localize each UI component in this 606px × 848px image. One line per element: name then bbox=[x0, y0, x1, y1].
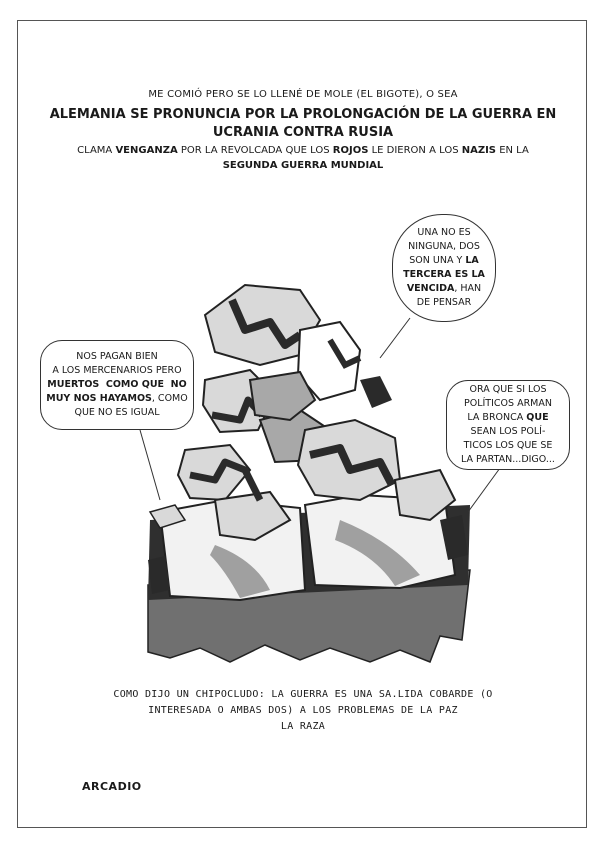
bubble-bold: MUERTOS bbox=[47, 379, 100, 390]
bubble-line: LA PARTAN...DIGO... bbox=[461, 454, 555, 465]
bubble-bold: VENCIDA bbox=[406, 283, 455, 294]
bubble-line bbox=[46, 378, 187, 392]
bubble-line: POLÍTICOS ARMAN bbox=[464, 398, 552, 409]
bubble-bold: LA bbox=[465, 255, 479, 266]
bubble-line bbox=[46, 392, 187, 406]
subheadline-bold: SEGUNDA GUERRA MUNDIAL bbox=[222, 160, 384, 171]
caption-line: COMO DIJO UN CHIPOCLUDO: LA GUERRA ES UNA SA.LIDA COBARDE (O bbox=[113, 689, 493, 700]
subheadline-text: CLAMA bbox=[77, 145, 116, 156]
caption-line: LA RAZA bbox=[280, 721, 326, 732]
caption-line: INTERESADA O AMBAS DOS) A LOS PROBLEMAS DE LA PAZ bbox=[148, 705, 458, 716]
subheadline-bold: NAZIS bbox=[461, 145, 497, 156]
header-line-1: ME COMIÓ PERO SE LO LLENÉ DE MOLE (EL BIGOTE), O SEA bbox=[148, 89, 458, 100]
bubble-line bbox=[461, 411, 555, 425]
bubble-tail bbox=[468, 468, 500, 512]
bubble-text: , COMO bbox=[151, 393, 188, 404]
bubble-line: NOS PAGAN BIEN bbox=[76, 351, 158, 362]
caption bbox=[0, 687, 606, 735]
bubble-line: A LOS MERCENARIOS PERO bbox=[52, 365, 182, 376]
bubble-text: , HAN bbox=[454, 283, 482, 294]
bubble-bold: MUY NOS HAYAMOS bbox=[46, 393, 152, 404]
bubble-tail bbox=[380, 318, 410, 358]
bubble-line: ORA QUE SI LOS bbox=[469, 384, 547, 395]
speech-bubble-right bbox=[446, 380, 570, 470]
speech-bubble-top-right bbox=[392, 214, 496, 322]
bubble-line bbox=[403, 268, 485, 282]
subheadline-text: EN LA bbox=[496, 145, 529, 156]
speech-bubble-left bbox=[40, 340, 194, 430]
bubble-bold: COMO QUE NO bbox=[99, 379, 187, 390]
subheadline-bold: ROJOS bbox=[332, 145, 369, 156]
bubble-bold: TERCERA ES LA bbox=[403, 269, 485, 280]
bubble-text: SON UNA Y bbox=[409, 255, 466, 266]
bubble-line: QUE NO ES IGUAL bbox=[74, 407, 160, 418]
bubble-line: TICOS LOS QUE SE bbox=[463, 440, 553, 451]
bubble-text: LA BRONCA bbox=[467, 412, 527, 423]
bubble-line bbox=[403, 282, 485, 296]
subheadline-bold: VENGANZA bbox=[115, 145, 178, 156]
subheadline-text: LE DIERON A LOS bbox=[368, 145, 462, 156]
bubble-bold: QUE bbox=[526, 412, 549, 423]
artist-signature: ARCADIO bbox=[82, 780, 142, 793]
bubble-line: SEAN LOS POLÍ- bbox=[470, 426, 546, 437]
bubble-tail bbox=[140, 430, 160, 500]
bubble-line: NINGUNA, DOS bbox=[408, 241, 480, 252]
headline-line-1: ALEMANIA SE PRONUNCIA POR LA PROLONGACIÓN DE LA GUERRA EN bbox=[49, 107, 557, 122]
headline-line-2: UCRANIA CONTRA RUSIA bbox=[212, 125, 394, 140]
bubble-line: DE PENSAR bbox=[416, 297, 472, 308]
bubble-line bbox=[403, 254, 485, 268]
bubble-line: UNA NO ES bbox=[417, 227, 471, 238]
subheadline-text: POR LA REVOLCADA QUE LOS bbox=[177, 145, 333, 156]
